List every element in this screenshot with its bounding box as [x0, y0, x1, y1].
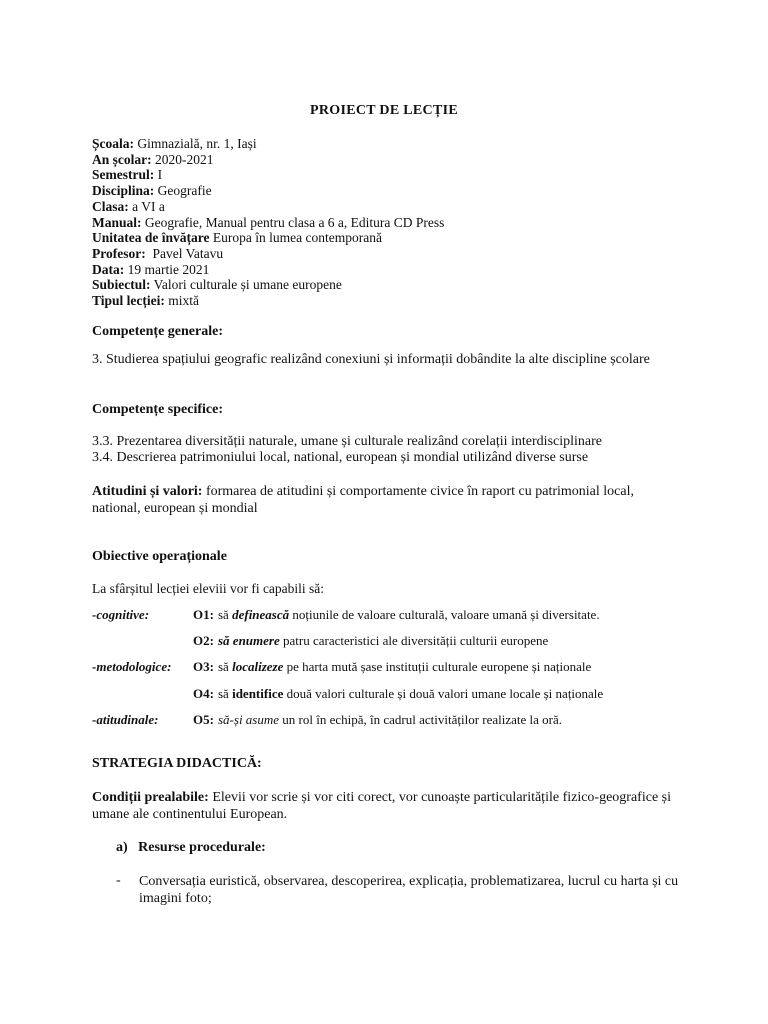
meta-label: Data:: [92, 261, 125, 277]
meta-label: Profesor:: [92, 245, 146, 261]
meta-label: Clasa:: [92, 198, 129, 214]
meta-row-school: [92, 136, 444, 152]
meta-label: Semestrul:: [92, 167, 155, 183]
objective-category-cognitive: -cognitive:: [92, 607, 150, 622]
specific-competence-3-4: 3.4. Descrierea patrimoniului local, national, european și mondial utilizând diverse surse: [92, 450, 589, 465]
meta-row-lesson-type: [92, 293, 444, 309]
objective-verb: localizeze: [232, 659, 284, 674]
meta-value: a VI a: [128, 198, 165, 214]
objective-text-o2: [218, 633, 548, 649]
objective-code-o1: O1:: [193, 607, 214, 622]
meta-value: Pavel Vatavu: [145, 245, 224, 261]
objective-pre: să: [218, 659, 233, 674]
meta-value: 19 martie 2021: [124, 261, 210, 277]
objective-code-o4: O4:: [193, 686, 214, 701]
attitudes-text: formarea de atitudini și comportamente civice în raport cu patrimonial local, national, european și mondial: [92, 484, 634, 516]
meta-row-semester: [92, 167, 444, 183]
objective-verb: definească: [232, 607, 290, 622]
objective-text-o3: [218, 659, 591, 675]
meta-row-textbook: [92, 215, 444, 231]
objective-rest: pe harta mută șase instituții culturale europene și naționale: [283, 659, 592, 674]
meta-label: Subiectul:: [92, 277, 151, 293]
specific-competences-heading: Competențe specifice:: [92, 402, 224, 417]
procedural-resources-heading: a) Resurse procedurale:: [116, 840, 266, 855]
meta-value: Geografie: [154, 183, 212, 199]
meta-row-subject: [92, 277, 444, 293]
meta-value: Valori culturale și umane europene: [150, 277, 342, 293]
lesson-metadata: [92, 136, 444, 309]
meta-label: Unitatea de învățare: [92, 230, 210, 246]
meta-row-date: [92, 262, 444, 278]
prerequisites-text: Elevii vor scrie și vor citi corect, vor cunoaște particularitățile fizico-geografice și umane ale continentului European.: [92, 790, 672, 822]
meta-label: An școlar:: [92, 151, 152, 167]
objective-verb: să enumere: [218, 633, 280, 648]
objective-category-methodological: -metodologice:: [92, 659, 172, 674]
objective-text-o4: [218, 686, 603, 702]
meta-row-school-year: [92, 152, 444, 168]
meta-value: mixtă: [164, 293, 199, 309]
meta-value: Geografie, Manual pentru clasa a 6 a, Editura CD Press: [141, 214, 445, 230]
objective-category-attitudinal: -atitudinale:: [92, 712, 159, 727]
objective-pre: să: [218, 686, 233, 701]
prerequisites: [92, 789, 682, 823]
meta-row-learning-unit: [92, 230, 444, 246]
objective-verb: identifice: [232, 686, 284, 701]
attitudes-values: [92, 483, 682, 517]
bullet-mark: -: [116, 873, 121, 888]
operational-objectives-heading: Obiective operaționale: [92, 549, 227, 564]
objective-pre: să: [218, 607, 233, 622]
meta-value: I: [154, 167, 163, 183]
meta-value: Europa în lumea contemporană: [209, 230, 382, 246]
objective-text-o1: [218, 607, 600, 623]
objectives-intro: La sfârșitul lecției eleviii vor fi capabili să:: [92, 581, 325, 596]
general-competences-text: 3. Studierea spațiului geografic realizând conexiuni și informații dobândite la alte discipline școlare: [92, 352, 650, 367]
objective-rest: două valori culturale și două valori umane locale și naționale: [283, 686, 604, 701]
procedural-resources-item: Conversația euristică, observarea, descoperirea, explicația, problematizarea, lucrul cu harta și cu imagini foto;: [139, 874, 679, 906]
document-title: PROIECT DE LECȚIE: [310, 103, 458, 118]
meta-label: Tipul lecției:: [92, 293, 165, 309]
meta-label: Școala:: [92, 136, 134, 151]
meta-value: Gimnazială, nr. 1, Iași: [134, 136, 257, 151]
objective-rest: un rol în echipă, în cadrul activităților realizate la oră.: [279, 712, 563, 727]
meta-value: 2020-2021: [151, 151, 214, 167]
objective-code-o5: O5:: [193, 712, 214, 727]
objective-code-o3: O3:: [193, 659, 214, 674]
specific-competence-3-3: 3.3. Prezentarea diversității naturale, umane și culturale realizând corelații interdisciplinare: [92, 434, 602, 449]
meta-label: Disciplina:: [92, 183, 155, 199]
meta-row-discipline: [92, 183, 444, 199]
meta-row-class: [92, 199, 444, 215]
prerequisites-label: Condiții prealabile:: [92, 790, 209, 805]
objective-code-o2: O2:: [193, 633, 214, 648]
objective-rest: patru caracteristici ale diversității culturii europene: [279, 633, 549, 648]
meta-row-teacher: [92, 246, 444, 262]
meta-label: Manual:: [92, 214, 142, 230]
strategy-heading: STRATEGIA DIDACTICĂ:: [92, 756, 262, 771]
general-competences-heading: Competențe generale:: [92, 324, 224, 339]
objective-rest: noțiunile de valoare culturală, valoare umană și diversitate.: [289, 607, 600, 622]
objective-text-o5: [218, 712, 562, 728]
attitudes-label: Atitudini și valori:: [92, 484, 203, 499]
objective-verb: să-și asume: [218, 712, 280, 727]
